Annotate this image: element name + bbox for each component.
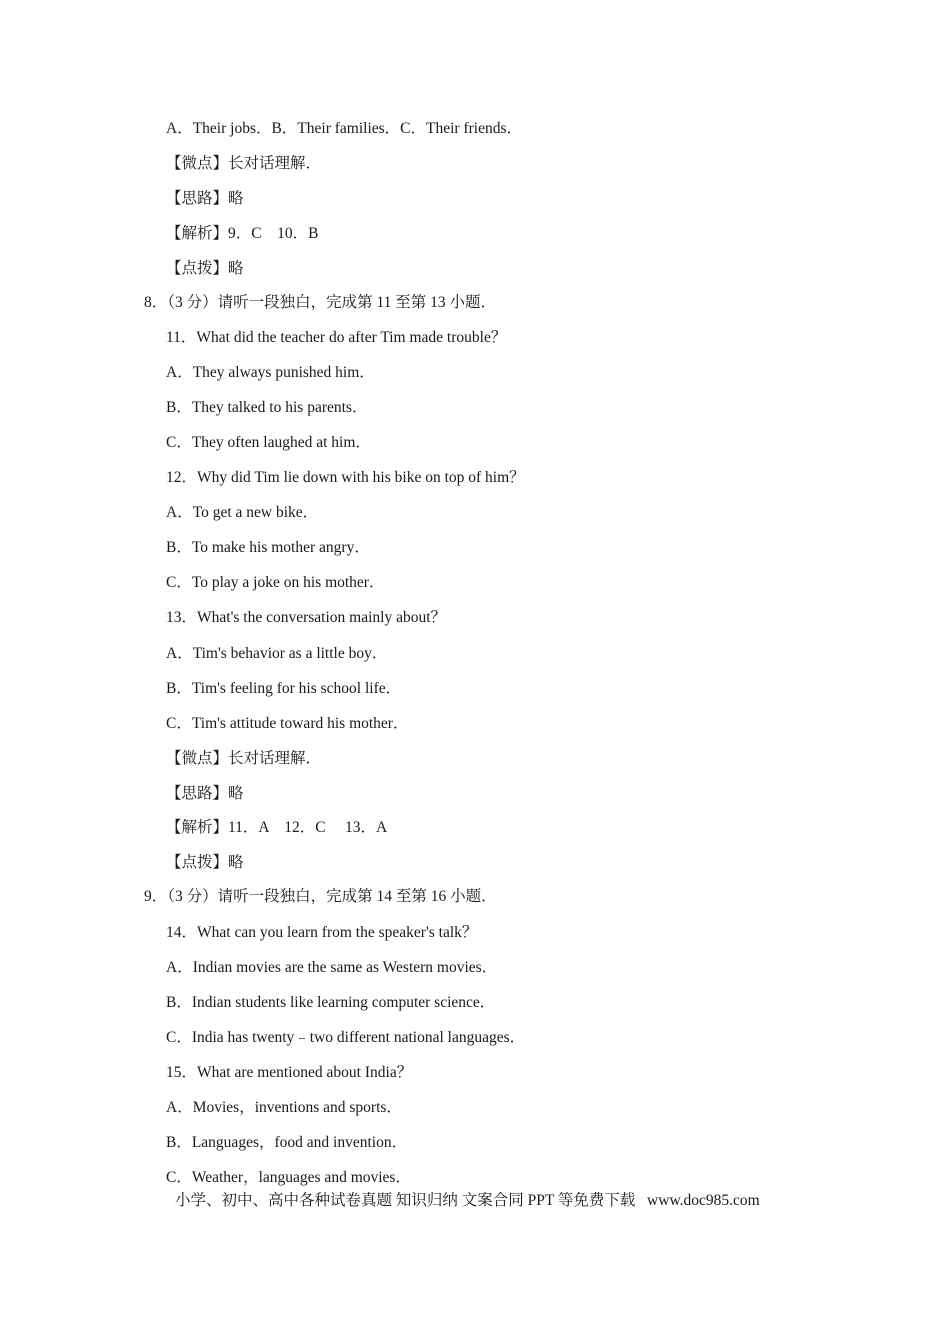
- micro-point-label: 【微点】长对话理解．: [166, 750, 322, 767]
- answer-option: C．Tim's attitude toward his mother．: [166, 715, 409, 732]
- page-footer: 小学、初中、高中各种试卷真题 知识归纳 文案合同 PPT 等免费下载 www.doc985.com: [175, 1192, 760, 1209]
- answer-option: A．Movies，inventions and sports．: [166, 1099, 402, 1116]
- question-text: 15．What are mentioned about India？: [166, 1064, 413, 1081]
- question-heading: 8．（3 分）请听一段独白，完成第 11 至第 13 小题．: [144, 294, 497, 311]
- answer-option: B．Languages，food and invention．: [166, 1134, 408, 1151]
- answer-option: A．Tim's behavior as a little boy．: [166, 645, 388, 662]
- answer-option: A．Indian movies are the same as Western movies．: [166, 959, 498, 976]
- question-text: 14．What can you learn from the speaker's talk？: [166, 924, 478, 941]
- answer-option: B．Indian students like learning computer science．: [166, 994, 496, 1011]
- analysis-label: 【解析】11．A 12．C 13．A: [166, 819, 388, 836]
- answer-option: C．To play a joke on his mother．: [166, 574, 385, 591]
- analysis-label: 【解析】9．C 10．B: [166, 225, 319, 242]
- answer-option: C．India has twenty﹣two different national languages．: [166, 1029, 526, 1046]
- question-heading: 9．（3 分）请听一段独白，完成第 14 至第 16 小题．: [144, 888, 497, 905]
- answer-option: A．They always punished him．: [166, 364, 375, 381]
- tips-label: 【点拨】略: [166, 854, 244, 871]
- approach-label: 【思路】略: [166, 785, 244, 802]
- answer-option: B．They talked to his parents．: [166, 399, 368, 416]
- question-text: 11．What did the teacher do after Tim made trouble？: [166, 329, 507, 346]
- answer-option: A．Their jobs．B．Their families．C．Their friends．: [166, 120, 523, 137]
- question-text: 12．Why did Tim lie down with his bike on top of him？: [166, 469, 525, 486]
- answer-option: B．Tim's feeling for his school life．: [166, 680, 402, 697]
- tips-label: 【点拨】略: [166, 260, 244, 277]
- question-text: 13．What's the conversation mainly about？: [166, 609, 447, 626]
- answer-option: A．To get a new bike．: [166, 504, 319, 521]
- micro-point-label: 【微点】长对话理解．: [166, 155, 322, 172]
- answer-option: C．Weather，languages and movies．: [166, 1169, 411, 1186]
- answer-option: C．They often laughed at him．: [166, 434, 371, 451]
- answer-option: B．To make his mother angry．: [166, 539, 370, 556]
- approach-label: 【思路】略: [166, 190, 244, 207]
